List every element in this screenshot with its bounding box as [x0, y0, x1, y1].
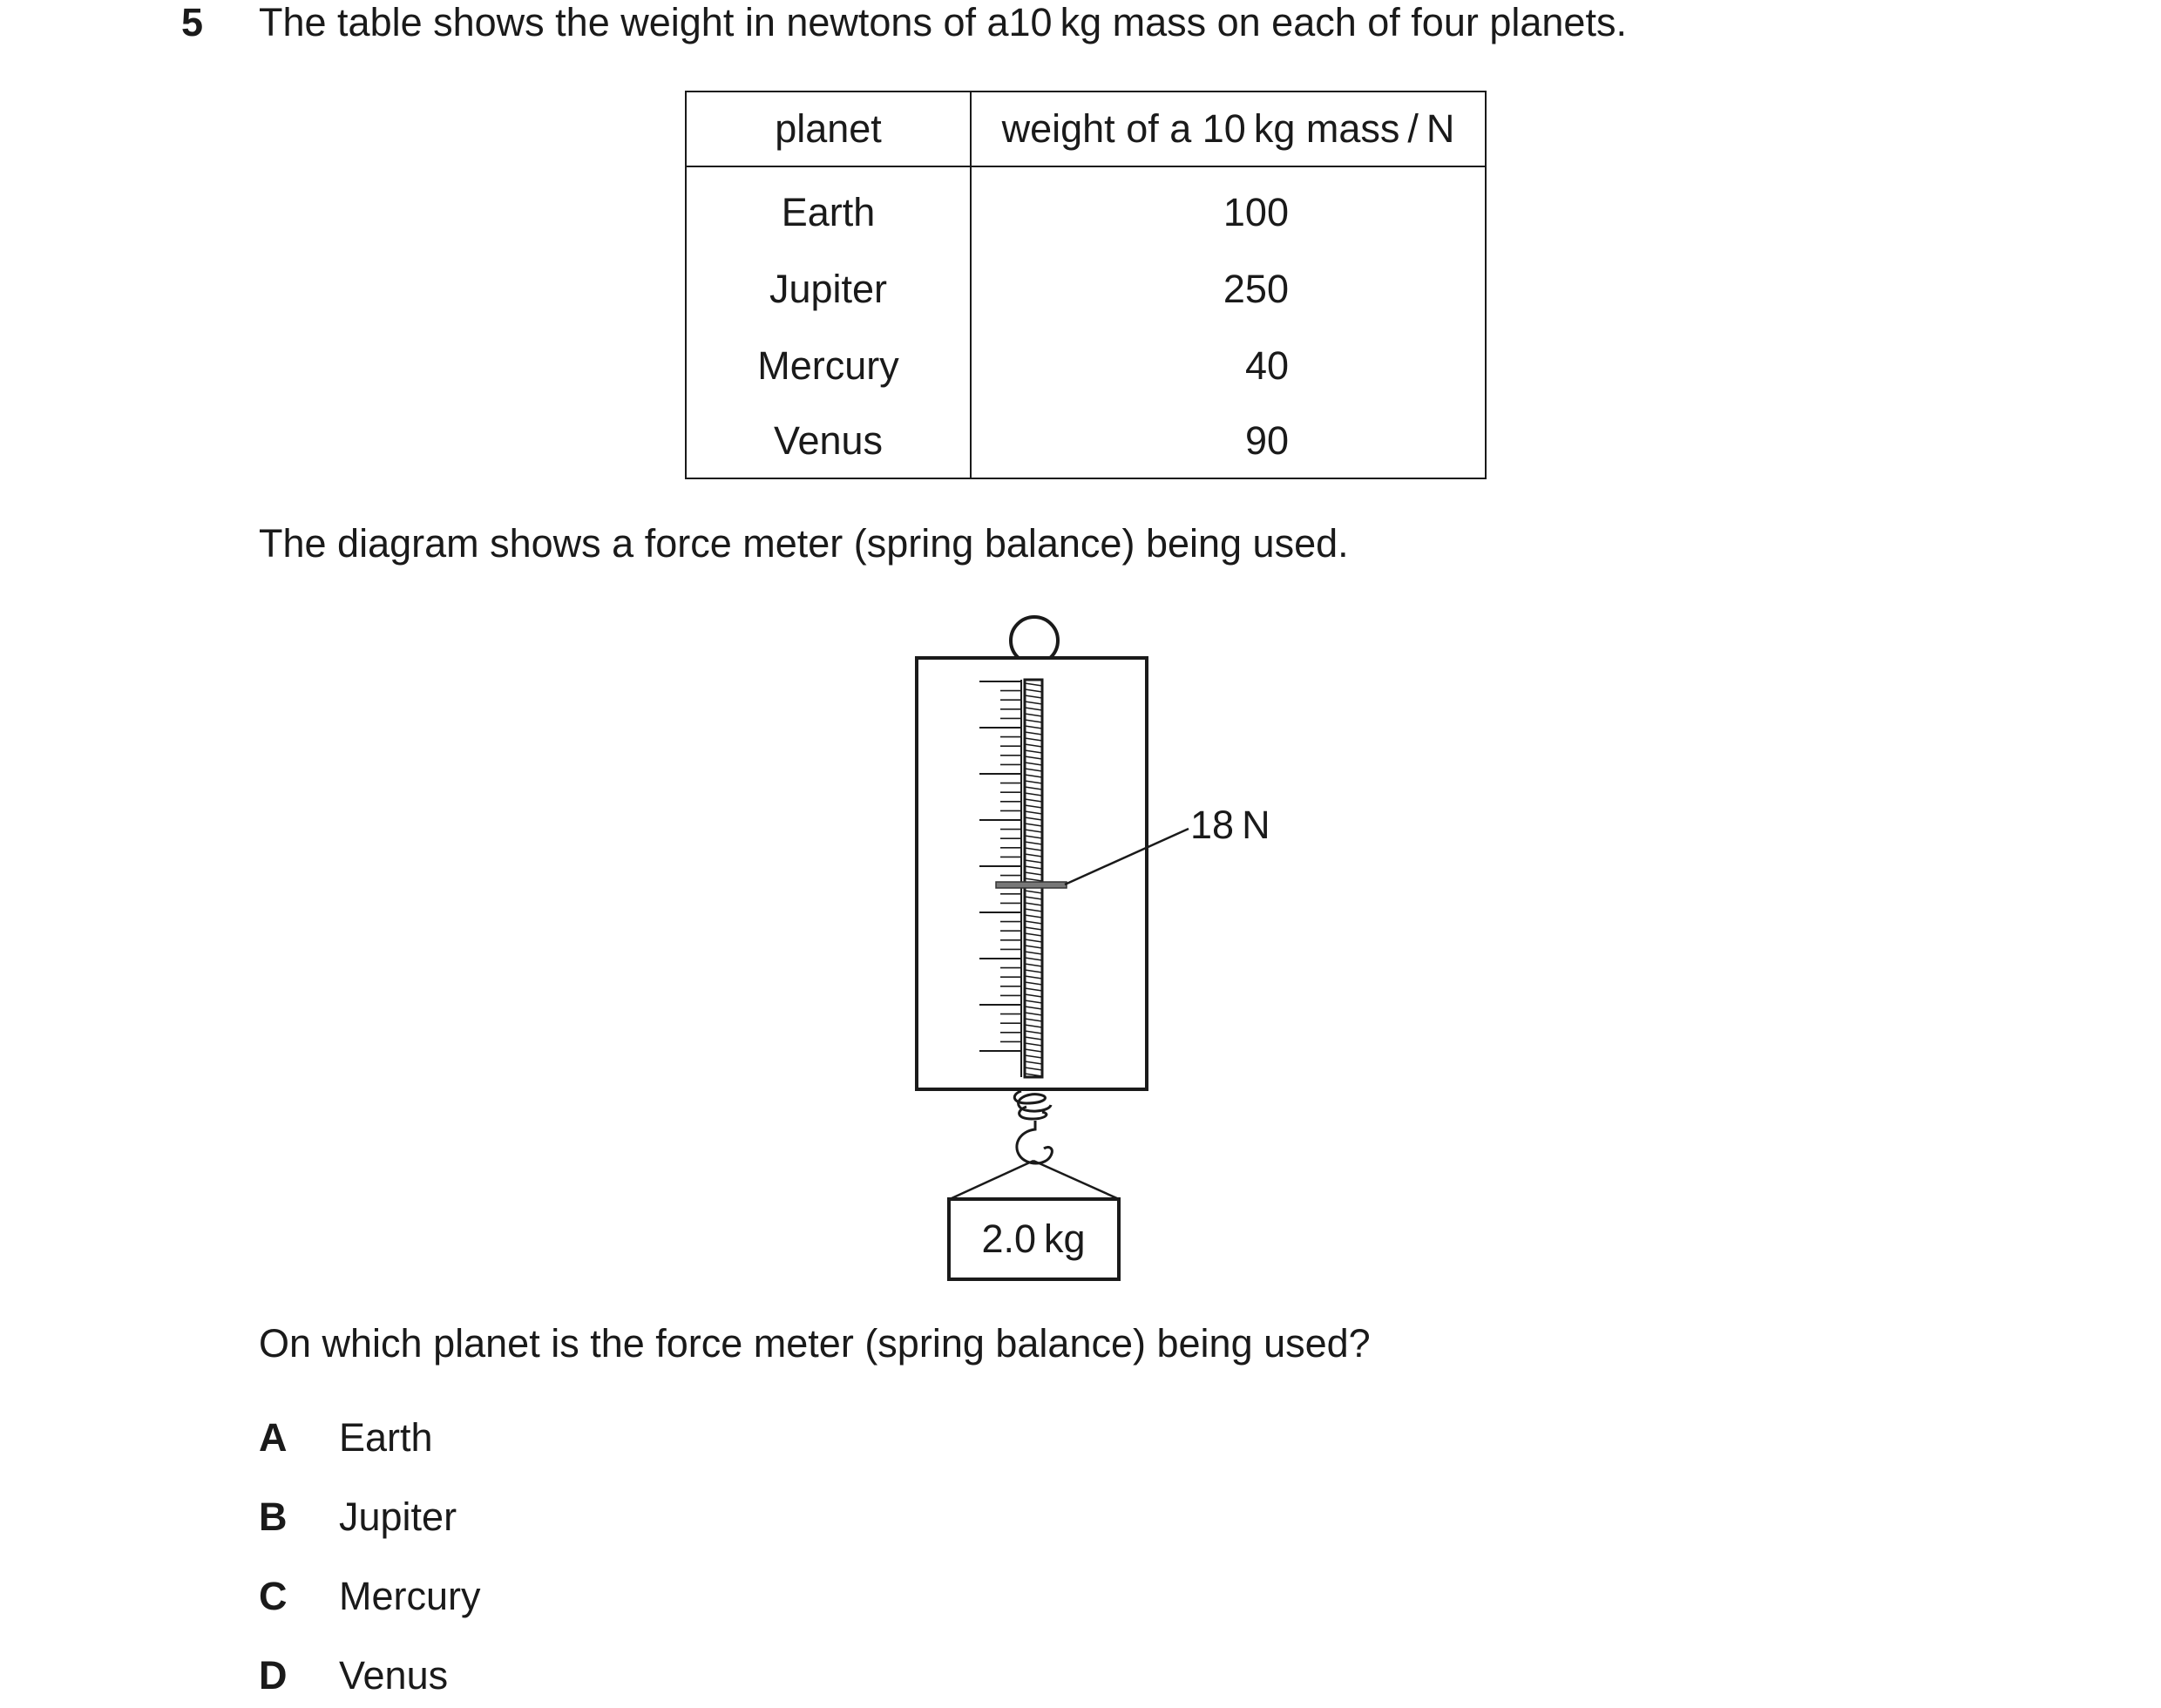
table-cell-weight: 90	[971, 404, 1486, 478]
reading-label: 18 N	[1190, 803, 1270, 847]
pointer-indicator	[996, 882, 1067, 888]
table-cell-weight: 40	[971, 328, 1486, 404]
option-letter: A	[259, 1415, 288, 1460]
option-text: Venus	[339, 1653, 449, 1698]
table-cell-planet: Earth	[686, 166, 971, 251]
table-cell-weight: 250	[971, 251, 1486, 328]
option-letter: C	[259, 1574, 288, 1618]
option-letter: B	[259, 1494, 288, 1539]
question-intro: The table shows the weight in newtons of a10 kg mass on each of four planets.	[259, 0, 1627, 44]
hook-icon	[1017, 1121, 1052, 1163]
lower-spring-icon	[1014, 1091, 1051, 1119]
hanger-string-right	[1033, 1161, 1119, 1199]
mass-label: 2.0 kg	[981, 1217, 1086, 1261]
table-cell-planet: Jupiter	[686, 251, 971, 328]
table-cell-planet: Mercury	[686, 328, 971, 404]
table-header-weight: weight of a 10 kg mass / N	[971, 92, 1486, 166]
table-cell-planet: Venus	[686, 404, 971, 478]
table-cell-weight: 100	[971, 166, 1486, 251]
option-text: Jupiter	[339, 1494, 457, 1539]
option-text: Earth	[339, 1415, 433, 1460]
hanger-string-left	[950, 1161, 1033, 1199]
option-text: Mercury	[339, 1574, 481, 1618]
diagram-caption: The diagram shows a force meter (spring balance) being used.	[259, 521, 1349, 566]
table-header-planet: planet	[686, 92, 971, 166]
question-number: 5	[181, 0, 204, 44]
question-prompt: On which planet is the force meter (spring balance) being used?	[259, 1321, 1371, 1366]
option-letter: D	[259, 1653, 288, 1698]
